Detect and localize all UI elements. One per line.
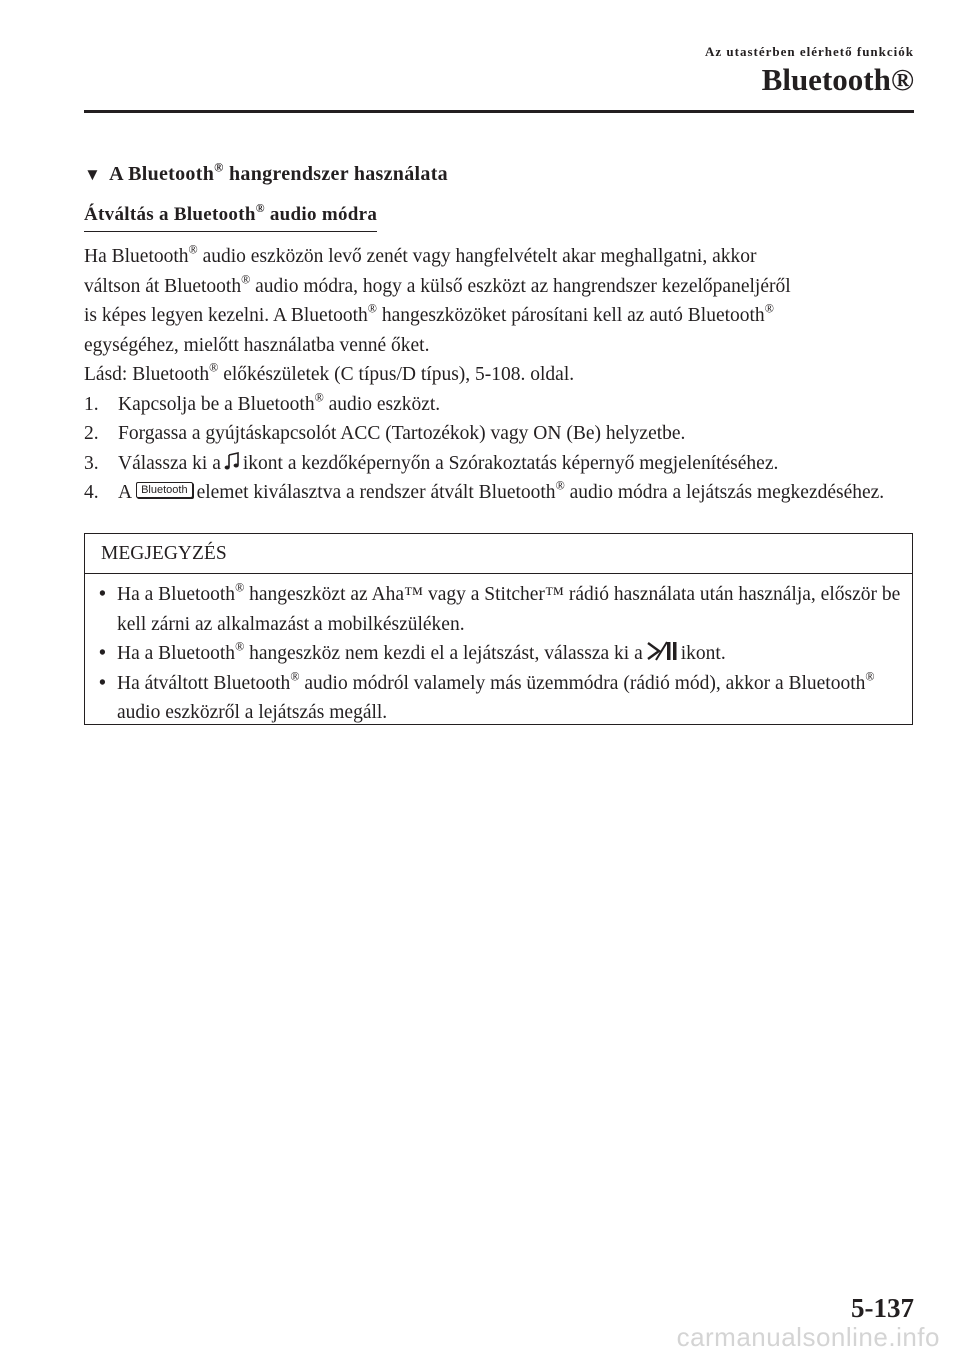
page-number: 5-137	[851, 1293, 914, 1323]
header-rule	[84, 110, 914, 113]
intro-line: Ha Bluetooth® audio eszközön levő zenét vagy hangfelvételt akar meghallgatni, akkor	[84, 242, 757, 267]
note-title: MEGJEGYZÉS	[85, 534, 912, 574]
play-pause-icon	[645, 640, 679, 662]
triangle-bullet-icon: ▼	[84, 165, 102, 184]
reference-line: Lásd: Bluetooth® előkészületek (C típus/D típus), 5-108. oldal.	[84, 360, 575, 385]
header-section-title: Az utastérben elérhető funkciók	[704, 44, 914, 59]
step-item: 1. Kapcsolja be a Bluetooth® audio eszközt.	[84, 390, 441, 415]
step-item: 3. Válassza ki a ikont a kezdőképernyőn a Szórakoztatás képernyő megjelenítéséhez.	[84, 452, 779, 474]
header-title: Bluetooth®	[761, 62, 914, 97]
note-item: • Ha a Bluetooth® hangeszközt az Aha™ vagy a Stitcher™ rádió használata után használja, először be kell zárni az alkalmazást a mobilkészüléken.	[99, 580, 901, 635]
note-item: • Ha a Bluetooth® hangeszköz nem kezdi el a lejátszást, válassza ki a ikont.	[99, 639, 726, 664]
music-note-icon	[224, 452, 240, 472]
watermark: carmanualsonline.info	[676, 1322, 940, 1352]
sub-heading-underline	[84, 231, 377, 232]
section-heading: ▼ A Bluetooth® hangrendszer használata	[84, 160, 448, 185]
intro-line: is képes legyen kezelni. A Bluetooth® hangeszközöket párosítani kell az autó Bluetooth®	[84, 301, 774, 326]
step-item: 4. A Bluetooth elemet kiválasztva a rendszer átvált Bluetooth® audio módra a lejátszás megkezdéséhez.	[84, 478, 885, 503]
note-list	[85, 574, 912, 728]
note-item: • Ha átváltott Bluetooth® audio módról valamely más üzemmódra (rádió mód), akkor a Bluetooth® audio eszközről a lejátszás megáll.	[99, 669, 875, 723]
body-text	[84, 242, 904, 508]
intro-line: egységéhez, mielőtt használatba venné őket.	[84, 334, 430, 356]
note-box	[84, 533, 913, 725]
sub-heading: Átváltás a Bluetooth® audio módra	[84, 204, 377, 226]
intro-line: váltson át Bluetooth® audio módra, hogy a külső eszközt az hangrendszer kezelőpaneljéről	[84, 272, 791, 297]
step-item: 2. Forgassa a gyújtáskapcsolót ACC (Tartozékok) vagy ON (Be) helyzetbe.	[84, 423, 686, 444]
bluetooth-key-icon: Bluetooth	[136, 482, 192, 498]
